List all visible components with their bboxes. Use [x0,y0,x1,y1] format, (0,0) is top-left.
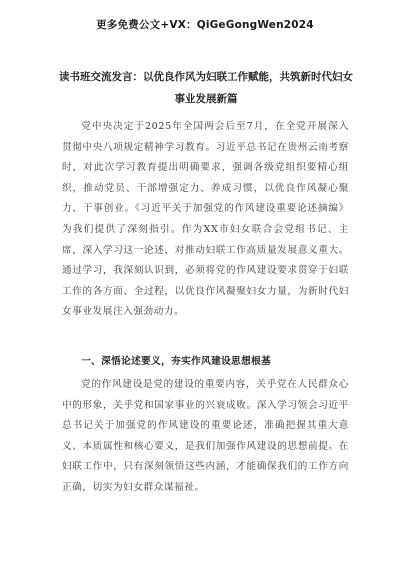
section-1-paragraph: 党的作风建设是党的建设的重要内容，关乎党在人民群众心中的形象，关乎党和国家事业的兴衰成败。深入学习领会习近平总书记关于加强党的作风建设的重要论述，准确把握其重大意义、本质属性和核心要义，是我们加强作风建设的思想前提。在妇联工作中，只有深刻领悟这些内涵，才能确保我们的工作方向正确，切实为妇女群众谋福祉。 [62,379,349,493]
article-title: 读书班交流发言：以优良作风为妇联工作赋能，共筑新时代妇女事业发展新篇 [59,71,353,105]
intro-paragraph: 党中央决定于2025年全国两会后至7月，在全党开展深入贯彻中央八项规定精神学习教育。习近平总书记在贵州云南考察时，对此次学习教育提出明确要求，强调各级党组织要精心组织，推动党员、干部增强定力、养成习惯，以优良作风凝心聚力、干事创业。《习近平关于加强党的作风建设重要论述摘编》为我们提供了深刻指引。作为XX市妇女联合会党组书记、主席，深入学习这一论述，对推动妇联工作高质量发展意义重大。通过学习，我深刻认识到，必须将党的作风建设要求贯穿于妇联工作的各方面、全过程，以优良作风凝聚妇女力量，为新时代妇女事业发展注入强劲动力。 [62,121,349,318]
section-heading-1: 一、深悟论述要义，夯实作风建设思想根基 [81,356,272,367]
promo-banner: 更多免费公文+VX：QiGeGongWen2024 [96,19,314,31]
